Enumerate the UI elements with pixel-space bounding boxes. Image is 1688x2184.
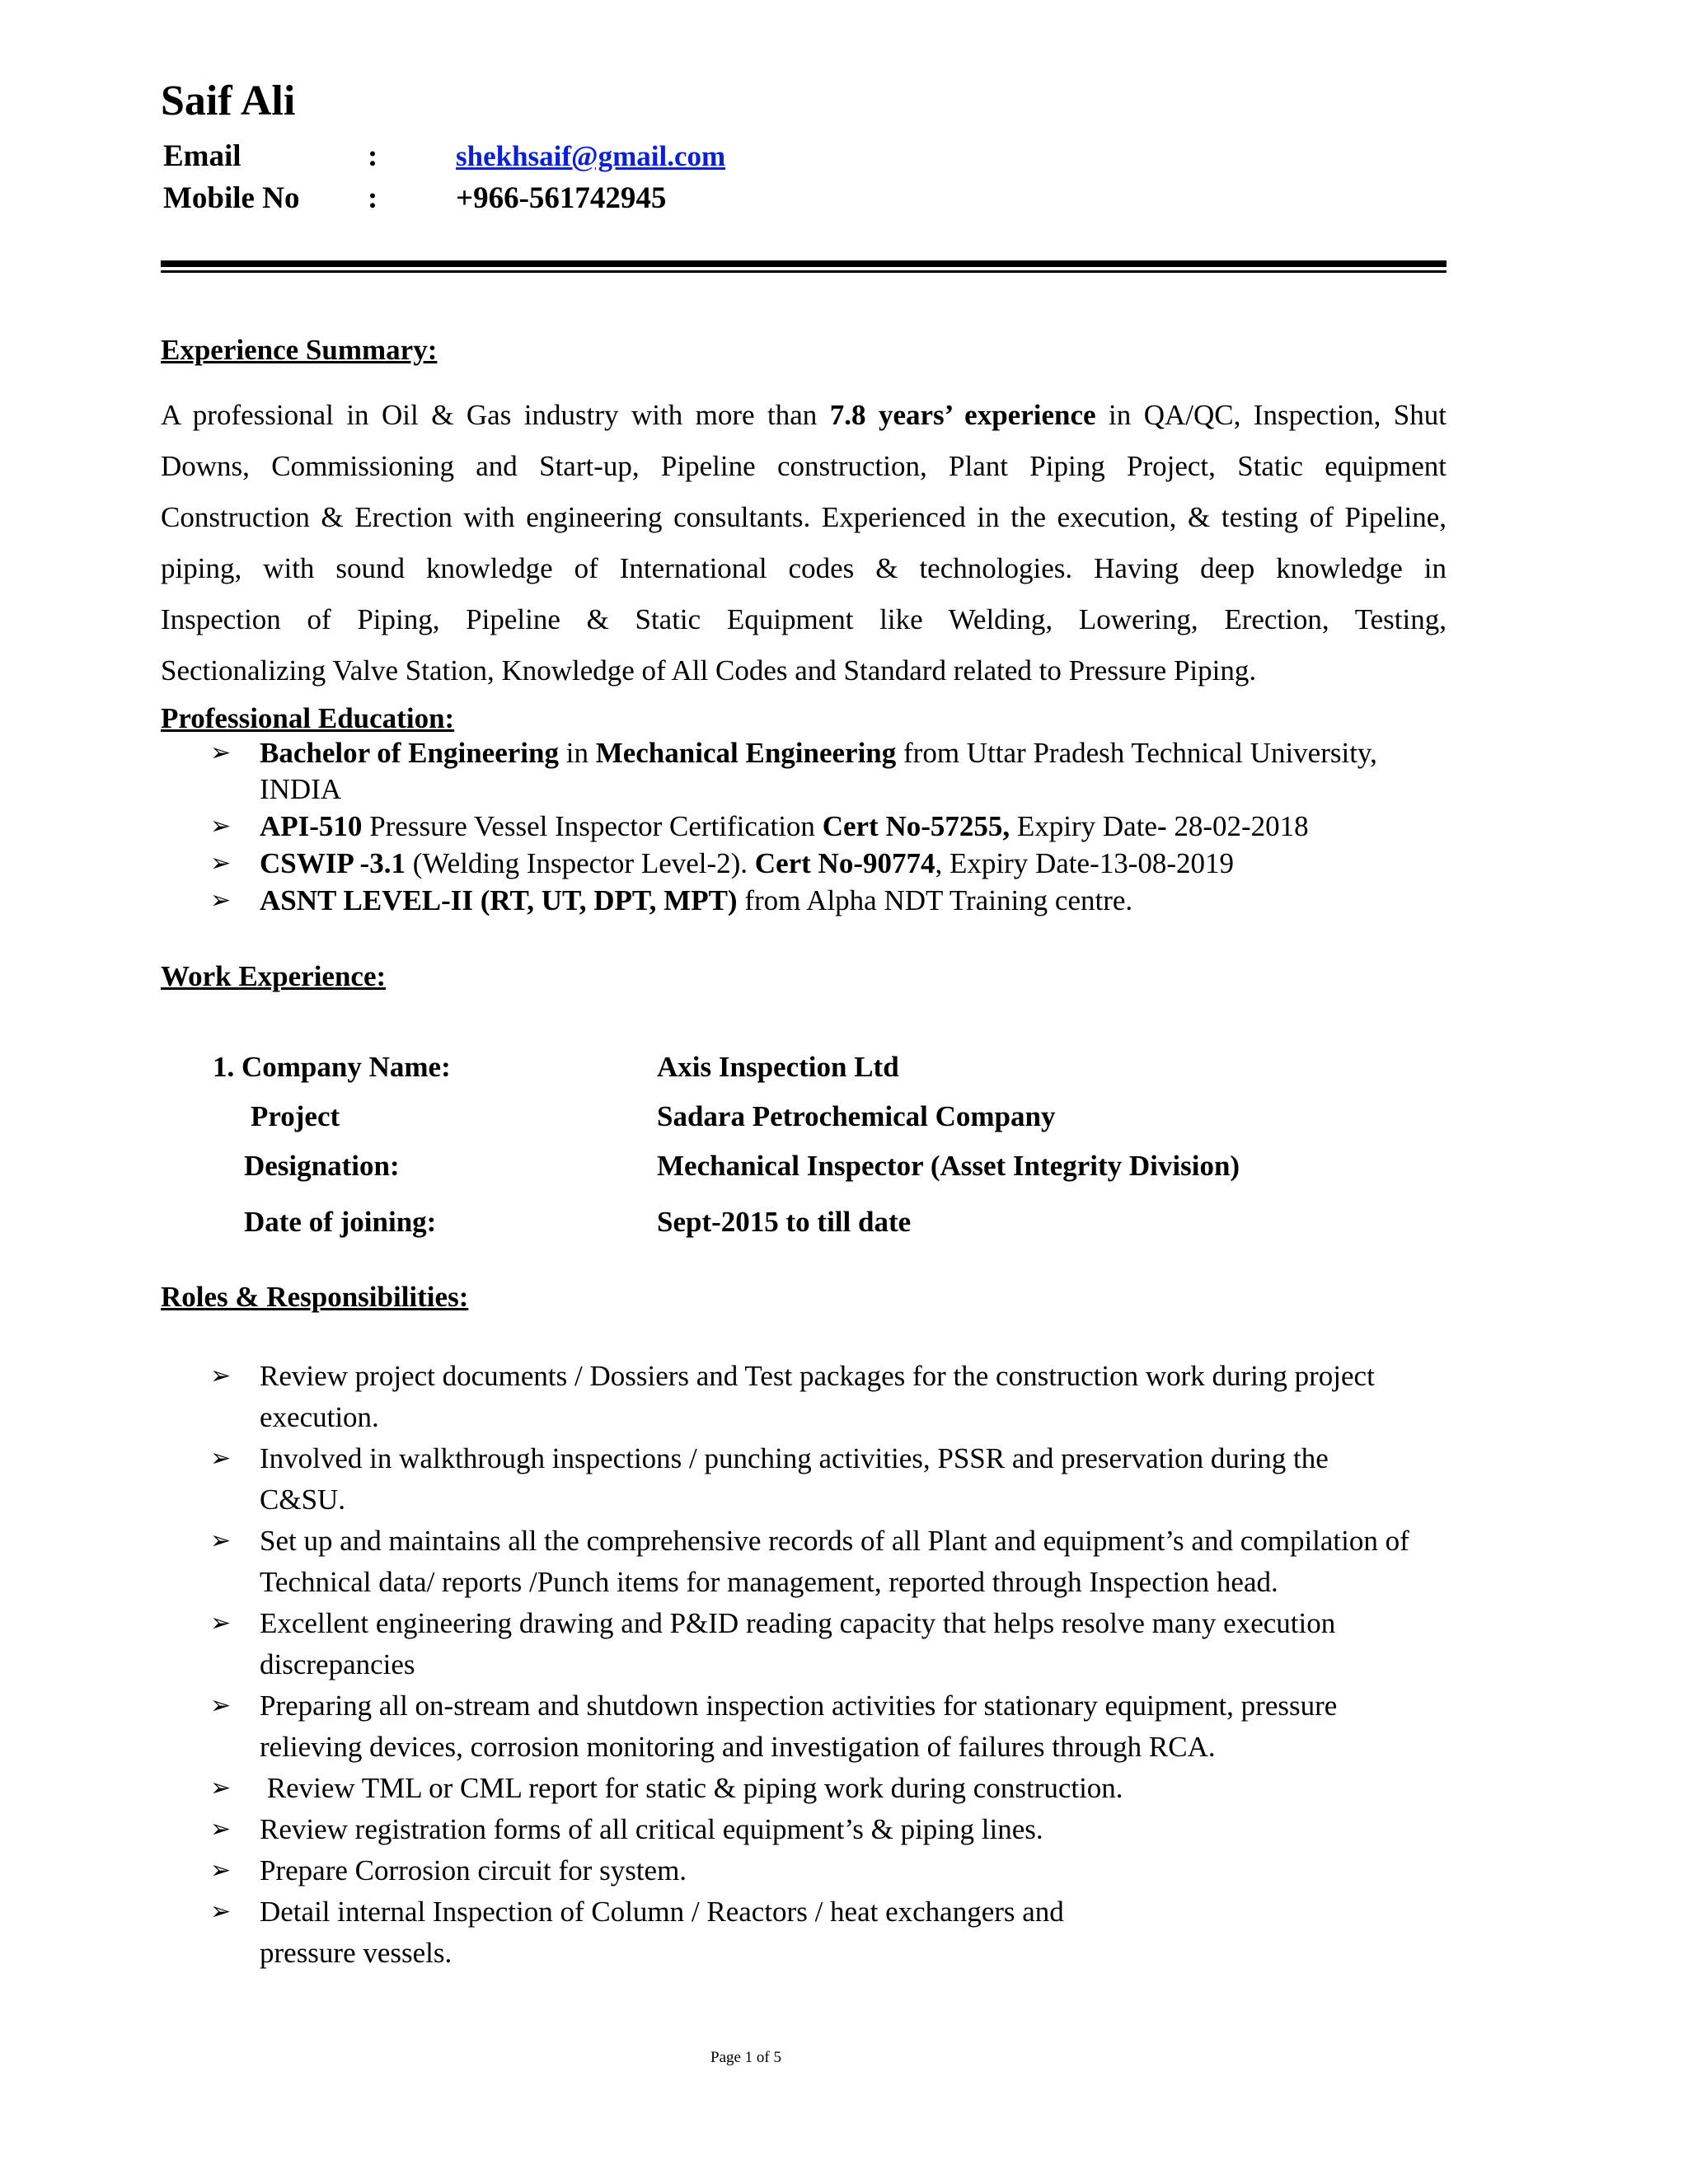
arrowhead-bullet-icon: ➢: [210, 1856, 232, 1885]
summary-line: Sectionalizing Valve Station, Knowledge of All Codes and Standard related to Pressure Piping.: [161, 654, 1257, 687]
list-item: [161, 1809, 1447, 1850]
summary-line: piping, with sound knowledge of International codes & technologies. Having deep knowledge in: [161, 552, 1447, 584]
certification-name: API-510: [260, 810, 363, 842]
work-experience-heading: Work Experience:: [161, 960, 387, 992]
arrowhead-bullet-icon: ➢: [210, 1526, 232, 1555]
header-divider-thin: [161, 270, 1447, 273]
list-item-text: Preparing all on-stream and shutdown inspection activities for stationary equipment, pressure relieving devices, corrosion monitoring and investigation of failures through RCA.: [260, 1690, 1338, 1763]
list-item-text: (Welding Inspector Level-2).: [405, 847, 755, 879]
list-item-text: -: [1156, 810, 1167, 842]
summary-line: Construction & Erection with engineering consultants. Experienced in the execution, & testing of Pipeline,: [161, 501, 1447, 533]
summary-bold-text: 7.8 years’ experience: [829, 399, 1096, 431]
candidate-name: Saif Ali: [161, 77, 296, 124]
joining-date-label: Date of joining:: [244, 1206, 437, 1238]
certificate-number: Cert No-57255,: [822, 810, 1010, 842]
arrowhead-bullet-icon: ➢: [210, 812, 232, 841]
roles-list: [161, 1356, 1447, 1974]
mobile-colon: :: [368, 181, 378, 215]
arrowhead-bullet-icon: ➢: [210, 849, 232, 878]
email-colon: :: [368, 139, 378, 173]
joining-date-value: Sept-2015 to till date: [657, 1206, 912, 1238]
list-item: [161, 1685, 1447, 1768]
list-item-text: Review TML or CML report for static & piping work during construction.: [260, 1772, 1123, 1804]
arrowhead-bullet-icon: ➢: [210, 1691, 232, 1720]
list-item-text: from Uttar Pradesh Technical University, INDIA: [260, 737, 1377, 805]
list-item: [161, 846, 1447, 882]
arrowhead-bullet-icon: ➢: [210, 1897, 232, 1926]
company-label: 1. Company Name:: [213, 1051, 451, 1083]
arrowhead-bullet-icon: ➢: [210, 1444, 232, 1473]
designation-value: Mechanical Inspector (Asset Integrity Division): [657, 1150, 1240, 1182]
list-item: [161, 1356, 1447, 1438]
list-item-text: Involved in walkthrough inspections / punching activities, PSSR and preservation during the C&SU.: [260, 1442, 1329, 1516]
list-item: [161, 1603, 1447, 1685]
arrowhead-bullet-icon: ➢: [210, 1361, 232, 1390]
list-item: [161, 1521, 1447, 1603]
degree-field: Mechanical Engineering: [595, 737, 897, 769]
list-item: [161, 1891, 1447, 1974]
experience-summary-text: [161, 390, 1447, 696]
list-item-text: from Alpha NDT Training centre.: [737, 884, 1133, 916]
list-item-text: Expiry Date: [1010, 810, 1157, 842]
list-item: [161, 735, 1447, 808]
summary-line: [161, 390, 1447, 441]
list-item: [161, 1768, 1447, 1809]
summary-line: Downs, Commissioning and Start-up, Pipeline construction, Plant Piping Project, Static equipment: [161, 450, 1447, 482]
list-item: [161, 1850, 1447, 1891]
certificate-number: Cert No-90774: [754, 847, 935, 879]
mobile-number: +966-561742945: [456, 181, 667, 215]
designation-label: Designation:: [244, 1150, 400, 1182]
arrowhead-bullet-icon: ➢: [210, 1815, 232, 1844]
project-value: Sadara Petrochemical Company: [657, 1100, 1056, 1132]
summary-text: A professional in Oil & Gas industry with more than: [161, 399, 830, 431]
mobile-label: Mobile No: [163, 181, 300, 215]
header-divider-thick: [161, 260, 1447, 267]
professional-education-heading: Professional Education:: [161, 702, 455, 734]
arrowhead-bullet-icon: ➢: [210, 886, 232, 915]
list-item: [161, 1438, 1447, 1521]
email-label: Email: [163, 139, 241, 173]
roles-responsibilities-heading: Roles & Responsibilities:: [161, 1281, 469, 1313]
email-link[interactable]: shekhsaif@gmail.com: [456, 140, 726, 172]
list-item: [161, 883, 1447, 919]
summary-line: Inspection of Piping, Pipeline & Static Equipment like Welding, Lowering, Erection, Testing,: [161, 603, 1447, 635]
project-label: Project: [251, 1100, 340, 1132]
arrowhead-bullet-icon: ➢: [210, 1609, 232, 1638]
list-item-text: , Expiry Date-13-08-2019: [935, 847, 1235, 879]
list-item-text: Prepare Corrosion circuit for system.: [260, 1854, 687, 1886]
experience-summary-heading: Experience Summary:: [161, 334, 438, 366]
page-number: Page 1 of 5: [710, 2049, 782, 2066]
list-item-text: Pressure Vessel Inspector Certification: [362, 810, 823, 842]
certification-name: ASNT LEVEL-II (RT, UT, DPT, MPT): [260, 884, 738, 916]
list-item-text: Excellent engineering drawing and P&ID reading capacity that helps resolve many execution discrepancies: [260, 1607, 1336, 1680]
arrowhead-bullet-icon: ➢: [210, 1774, 232, 1802]
arrowhead-bullet-icon: ➢: [210, 738, 232, 767]
degree-name: Bachelor of Engineering: [260, 737, 559, 769]
list-item-text: Review registration forms of all critical equipment’s & piping lines.: [260, 1813, 1043, 1845]
list-item-text: Detail internal Inspection of Column / Reactors / heat exchangers and pressure vessels.: [260, 1896, 1064, 1969]
list-item-text: Set up and maintains all the comprehensive records of all Plant and equipment’s and compilation of Technical data/ reports /Punch items for management, reported through Inspection head.: [260, 1525, 1409, 1598]
list-item-text: in: [558, 737, 596, 769]
list-item-text: Review project documents / Dossiers and Test packages for the construction work during project execution.: [260, 1360, 1375, 1433]
summary-text: in QA/QC, Inspection, Shut: [1095, 399, 1447, 431]
list-item: [161, 808, 1447, 845]
expiry-date: 28-02-2018: [1166, 810, 1309, 842]
company-value: Axis Inspection Ltd: [657, 1051, 899, 1083]
certification-name: CSWIP -3.1: [260, 847, 406, 879]
education-list: [161, 735, 1447, 919]
